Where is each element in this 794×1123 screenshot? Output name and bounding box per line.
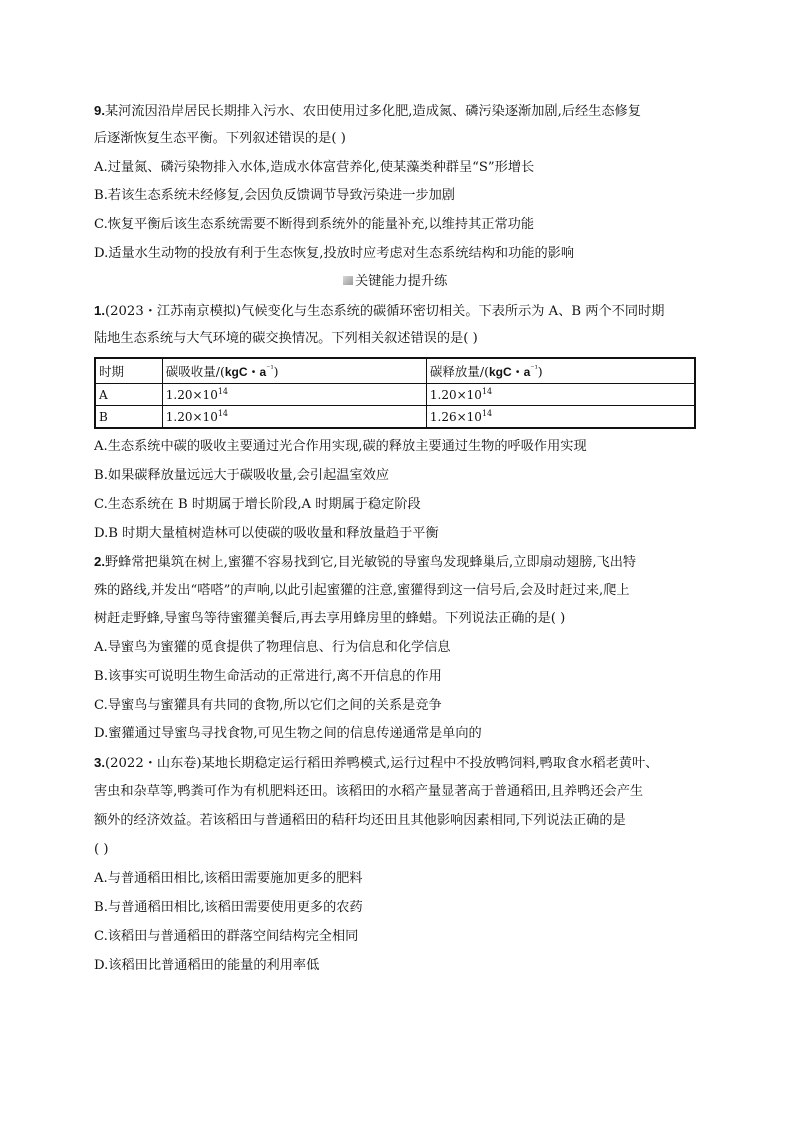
table-cell-release: $1.26\times 10^{14}$ — [426, 406, 695, 429]
q3-option-b: B.与普通稻田相比,该稻田需要使用更多的农药 — [94, 900, 363, 915]
table-cell-release: $1.20\times 10^{14}$ — [426, 384, 695, 406]
q3-option-a: A.与普通稻田相比,该稻田需要施加更多的肥料 — [94, 871, 363, 886]
question-number: 9. — [94, 103, 105, 118]
q3-stem-line1: 3.(2022・山东卷)某地长期稳定运行稻田养鸭模式,运行过程中不投放鸭饲料,鸭取食水稻老黄叶、 — [94, 755, 659, 771]
q9-stem-line1: 9.某河流因沿岸居民长期排入污水、农田使用过多化肥,造成氮、磷污染逐渐加剧,后经生态修复 — [94, 103, 641, 119]
q1-option-c: C.生态系统在 B 时期属于增长阶段,A 时期属于稳定阶段 — [94, 497, 421, 512]
q2-option-a: A.导蜜鸟为蜜獾的觅食提供了物理信息、行为信息和化学信息 — [94, 640, 451, 655]
carbon-exchange-table — [94, 357, 696, 429]
q9-option-c: C.恢复平衡后该生态系统需要不断得到系统外的能量补充,以维持其正常功能 — [94, 217, 535, 232]
q9-option-b: B.若该生态系统未经修复,会因负反馈调节导致污染进一步加剧 — [94, 188, 455, 203]
q9-option-d: D.适量水生动物的投放有利于生态恢复,投放时应考虑对生态系统结构和功能的影响 — [94, 246, 575, 261]
q2-stem-line2: 殊的路线,并发出“嗒嗒”的声响,以此引起蜜獾的注意,蜜獾得到这一信号后,会及时赶过来,爬上 — [94, 583, 630, 598]
table-header-row — [95, 358, 695, 384]
q1-option-a: A.生态系统中碳的吸收主要通过光合作用实现,碳的释放主要通过生物的呼吸作用实现 — [94, 439, 587, 454]
section-marker-icon — [342, 274, 354, 286]
q1-stem-line2: 陆地生态系统与大气环境的碳交换情况。下列相关叙述错误的是( ) — [94, 331, 478, 346]
q1-stem-line1: 1.(2023・江苏南京模拟)气候变化与生态系统的碳循环密切相关。下表所示为 A、B 两个不同时期 — [94, 303, 665, 319]
question-number: 2. — [94, 554, 105, 569]
q2-option-d: D.蜜獾通过导蜜鸟寻找食物,可见生物之间的信息传递通常是单向的 — [94, 726, 482, 741]
table-row — [95, 384, 695, 406]
question-number: 1. — [94, 303, 105, 318]
q3-stem-line3: 额外的经济效益。若该稻田与普通稻田的秸秆均还田且其他影响因素相同,下列说法正确的是 — [94, 813, 626, 828]
table-row — [95, 406, 695, 429]
q1-option-b: B.如果碳释放量远远大于碳吸收量,会引起温室效应 — [94, 468, 390, 483]
table-header-period: 时期 — [95, 358, 162, 384]
table-header-absorb: 碳吸收量/(kgC・$a^{^{-1}}$) — [162, 358, 426, 384]
section-title: 关键能力提升练 — [355, 274, 448, 289]
table-cell-absorb: $1.20\times 10^{14}$ — [162, 406, 426, 429]
q2-stem-line3: 树赶走野蜂,导蜜鸟等待蜜獾美餐后,再去享用蜂房里的蜂蜡。下列说法正确的是( ) — [94, 611, 566, 626]
table-cell-period: A — [95, 384, 162, 406]
table-cell-absorb: $1.20\times 10^{14}$ — [162, 384, 426, 406]
table-cell-period: B — [95, 406, 162, 429]
q3-option-d: D.该稻田比普通稻田的能量的利用率低 — [94, 958, 320, 973]
q2-option-c: C.导蜜鸟与蜜獾具有共同的食物,所以它们之间的关系是竞争 — [94, 698, 442, 713]
q3-stem-line2: 害虫和杂草等,鸭粪可作为有机肥料还田。该稻田的水稻产量显著高于普通稻田,且养鸭还会产生 — [94, 784, 644, 799]
question-number: 3. — [94, 755, 105, 770]
q2-option-b: B.该事实可说明生物生命活动的正常进行,离不开信息的作用 — [94, 669, 442, 684]
q9-option-a: A.过量氮、磷污染物排入水体,造成水体富营养化,使某藻类种群呈“S”形增长 — [94, 160, 535, 175]
section-heading — [342, 272, 447, 292]
table-header-release: 碳释放量/(kgC・$a^{^{-1}}$) — [426, 358, 695, 384]
q9-stem-line2: 后逐渐恢复生态平衡。下列叙述错误的是( ) — [94, 131, 346, 146]
q2-stem-line1: 2.野蜂常把巢筑在树上,蜜獾不容易找到它,目光敏锐的导蜜鸟发现蜂巢后,立即扇动翅膀,飞出特 — [94, 554, 637, 570]
q1-option-d: D.B 时期大量植树造林可以使碳的吸收量和释放量趋于平衡 — [94, 526, 439, 541]
q3-option-c: C.该稻田与普通稻田的群落空间结构完全相同 — [94, 929, 359, 944]
q3-stem-line4: ( ) — [94, 842, 109, 857]
